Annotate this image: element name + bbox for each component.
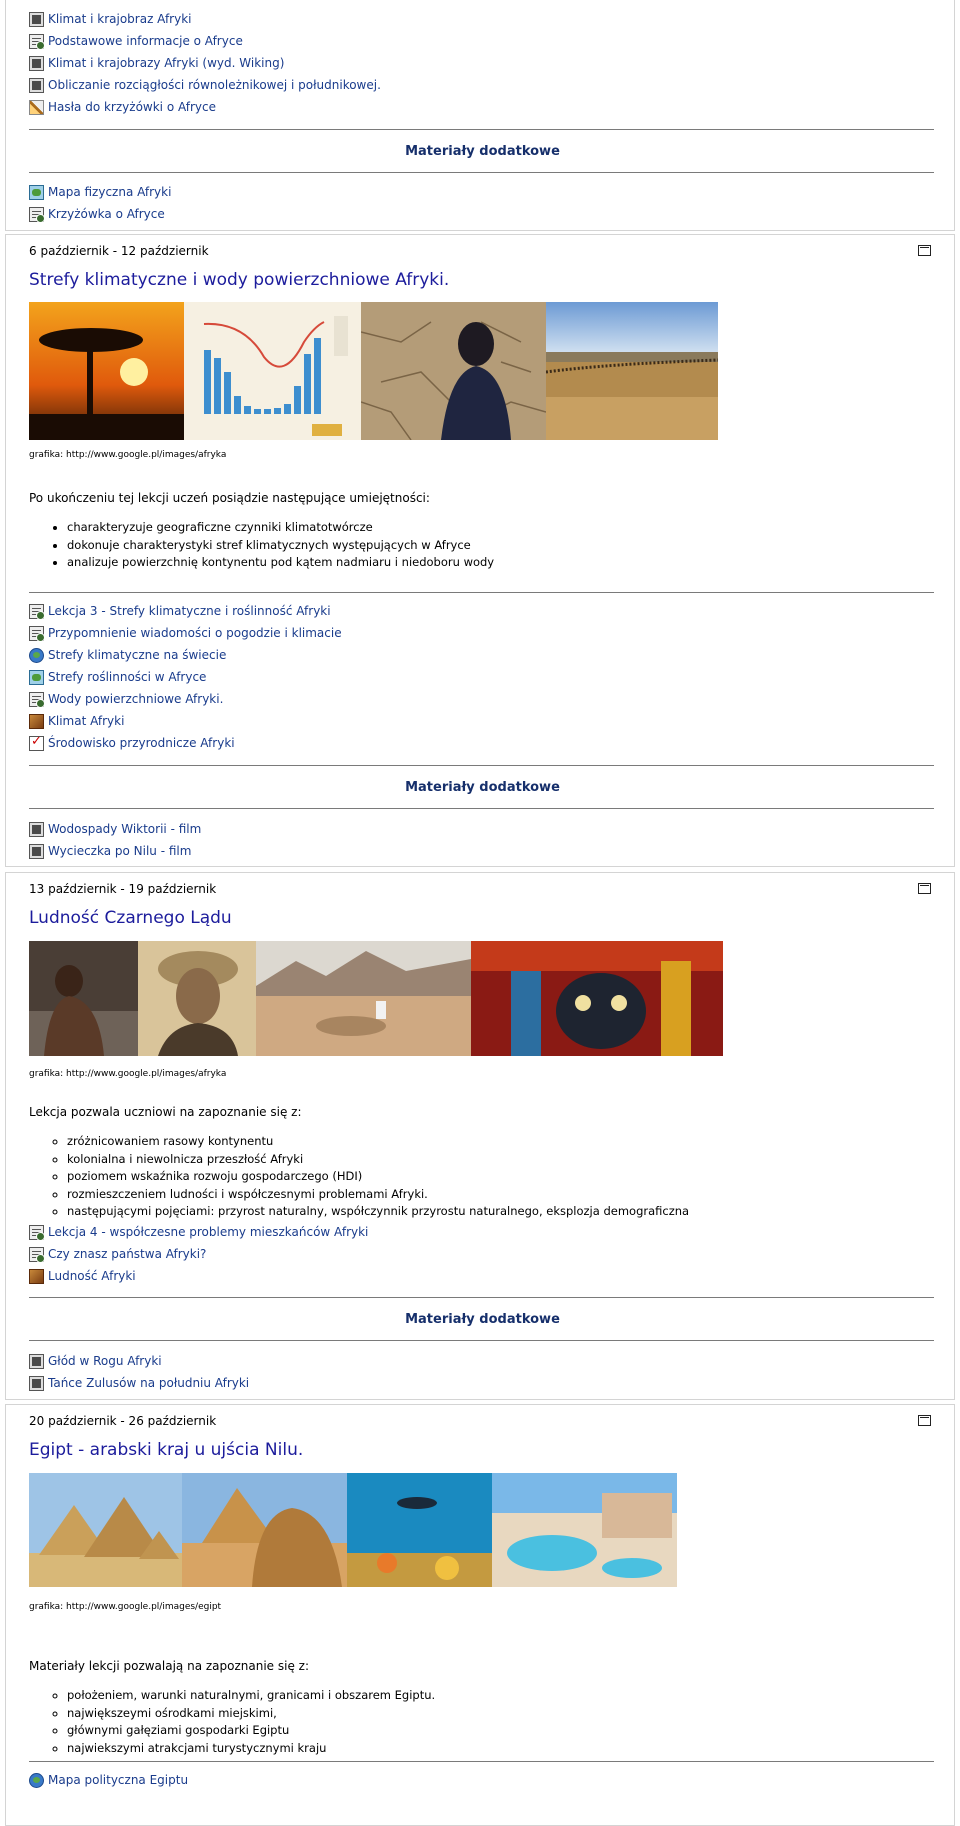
acacia-sunset-photo — [29, 302, 184, 440]
resource-link[interactable] — [29, 1223, 368, 1241]
image-credit: grafika: http://www.google.pl/images/afryka — [29, 1069, 227, 1079]
presentation-icon — [29, 56, 44, 71]
list-item: ◦ najwiekszymi atrakcjami turystycznymi kraju — [67, 1740, 435, 1758]
resource-link-label[interactable]: Przypomnienie wiadomości o pogodzie i klimacie — [48, 626, 342, 640]
list-item: • analizuje powierzchnię kontynentu pod kątem nadmiaru i niedoboru wody — [67, 554, 494, 572]
presentation-icon — [29, 78, 44, 93]
child-photo — [29, 941, 138, 1056]
pencil-icon — [29, 100, 44, 115]
diver-photo — [347, 1473, 492, 1587]
list-item: ◦ położeniem, warunki naturalnymi, granicami i obszarem Egiptu. — [67, 1687, 435, 1705]
topic-section-climate-zones — [5, 234, 955, 867]
resource-link-label[interactable]: Mapa polityczna Egiptu — [48, 1773, 189, 1787]
resource-link-label[interactable]: Środowisko przyrodnicze Afryki — [48, 736, 235, 750]
mask-photo — [471, 941, 723, 1056]
list-item: • dokonuje charakterystyki stref klimatycznych występujących w Afryce — [67, 537, 494, 555]
extras-heading: Materiały dodatkowe — [405, 144, 560, 159]
book-icon — [29, 1269, 44, 1284]
photo-strip — [29, 1473, 677, 1587]
map-icon — [29, 185, 44, 200]
savanna-photo — [546, 302, 718, 440]
resource-link-label[interactable]: Klimat Afryki — [48, 714, 125, 728]
lesson-intro: Materiały lekcji pozwalają na zapoznanie się z: — [29, 1659, 310, 1673]
presentation-icon — [29, 1354, 44, 1369]
resource-link-label[interactable]: Strefy klimatyczne na świecie — [48, 648, 227, 662]
topic-section-egypt — [5, 1404, 955, 1826]
extras-heading: Materiały dodatkowe — [405, 1312, 560, 1327]
resource-link-label[interactable]: Wycieczka po Nilu - film — [48, 844, 192, 858]
resource-link-label[interactable]: Hasła do krzyżówki o Afryce — [48, 100, 216, 114]
photo-strip — [29, 302, 718, 440]
section-title: Egipt - arabski kraj u ujścia Nilu. — [29, 1440, 304, 1460]
resource-link[interactable] — [29, 1267, 136, 1285]
resource-link[interactable] — [29, 734, 235, 752]
topics-list — [29, 1687, 435, 1757]
document-icon — [29, 604, 44, 619]
resource-link[interactable] — [29, 32, 243, 50]
resource-link[interactable] — [29, 1374, 249, 1392]
resource-link-label[interactable]: Podstawowe informacje o Afryce — [48, 34, 243, 48]
divider — [29, 808, 934, 809]
resource-link[interactable] — [29, 183, 171, 201]
show-only-topic-toggle[interactable] — [918, 245, 931, 256]
resource-link-label[interactable]: Czy znasz państwa Afryki? — [48, 1247, 207, 1261]
resource-link[interactable] — [29, 54, 284, 72]
resource-link-label[interactable]: Krzyżówka o Afryce — [48, 207, 165, 221]
resource-link[interactable] — [29, 10, 192, 28]
divider — [29, 1340, 934, 1341]
topic-section-population — [5, 872, 955, 1400]
presentation-icon — [29, 1376, 44, 1391]
resource-link[interactable] — [29, 690, 223, 708]
document-icon — [29, 1225, 44, 1240]
resource-link[interactable] — [29, 1352, 162, 1370]
resource-link-label[interactable]: Ludność Afryki — [48, 1269, 136, 1283]
globe-icon — [29, 1773, 44, 1788]
extras-heading: Materiały dodatkowe — [405, 780, 560, 795]
list-item: ◦ poziomem wskaźnika rozwoju gospodarczego (HDI) — [67, 1168, 689, 1186]
globe-icon — [29, 648, 44, 663]
resource-link[interactable] — [29, 624, 342, 642]
resource-link-label[interactable]: Wody powierzchniowe Afryki. — [48, 692, 224, 706]
document-icon — [29, 1247, 44, 1262]
document-icon — [29, 207, 44, 222]
document-icon — [29, 34, 44, 49]
resource-link[interactable] — [29, 842, 191, 860]
lesson-intro: Po ukończeniu tej lekcji uczeń posiądzie następujące umiejętności: — [29, 491, 430, 505]
list-item: ◦ największeymi ośrodkami miejskimi, — [67, 1705, 435, 1723]
desert-camel-photo — [256, 941, 471, 1056]
presentation-icon — [29, 12, 44, 27]
show-only-topic-toggle[interactable] — [918, 883, 931, 894]
resource-link[interactable] — [29, 76, 381, 94]
document-icon — [29, 626, 44, 641]
child-on-dry-earth-photo — [361, 302, 546, 440]
section-date: 6 październik - 12 październik — [29, 244, 209, 258]
divider — [29, 592, 934, 593]
list-item: • charakteryzuje geograficzne czynniki klimatotwórcze — [67, 519, 494, 537]
presentation-icon — [29, 822, 44, 837]
resource-link-label[interactable]: Lekcja 3 - Strefy klimatyczne i roślinność Afryki — [48, 604, 331, 618]
section-title: Strefy klimatyczne i wody powierzchniowe Afryki. — [29, 270, 450, 290]
image-credit: grafika: http://www.google.pl/images/egipt — [29, 1602, 222, 1612]
resource-link-label[interactable]: Tańce Zulusów na południu Afryki — [48, 1376, 250, 1390]
list-item: ◦ głównymi gałęziami gospodarki Egiptu — [67, 1722, 435, 1740]
lesson-intro: Lekcja pozwala uczniowi na zapoznanie się z: — [29, 1105, 302, 1119]
resource-link[interactable] — [29, 98, 216, 116]
topics-list — [29, 1133, 689, 1221]
list-item: ◦ zróżnicowaniem rasowy kontynentu — [67, 1133, 689, 1151]
resource-link-label[interactable]: Strefy roślinności w Afryce — [48, 670, 207, 684]
resource-link[interactable] — [29, 1245, 206, 1263]
image-credit: grafika: http://www.google.pl/images/afryka — [29, 450, 227, 460]
show-only-topic-toggle[interactable] — [918, 1415, 931, 1426]
list-item: ◦ następującymi pojęciami: przyrost naturalny, współczynnik przyrostu naturalnego, eksplozja demograficzna — [67, 1203, 689, 1221]
divider — [29, 1297, 934, 1298]
resource-link-label[interactable]: Klimat i krajobraz Afryki — [48, 12, 192, 26]
explorer-photo — [138, 941, 256, 1056]
map-icon — [29, 670, 44, 685]
list-item: ◦ kolonialna i niewolnicza przeszłość Afryki — [67, 1151, 689, 1169]
section-title: Ludność Czarnego Lądu — [29, 908, 232, 928]
divider — [29, 172, 934, 173]
skills-list — [29, 519, 494, 572]
resource-link-label[interactable]: Głód w Rogu Afryki — [48, 1354, 162, 1368]
resource-link-label[interactable]: Klimat i krajobrazy Afryki (wyd. Wiking) — [48, 56, 285, 70]
divider — [29, 765, 934, 766]
section-date: 13 październik - 19 październik — [29, 882, 217, 896]
resource-link[interactable] — [29, 820, 201, 838]
resource-link-label[interactable]: Wodospady Wiktorii - film — [48, 822, 202, 836]
resource-link-label[interactable]: Obliczanie rozciągłości równoleżnikowej i południkowej. — [48, 78, 381, 92]
resource-link[interactable] — [29, 205, 165, 223]
resource-link[interactable] — [29, 646, 226, 664]
photo-strip — [29, 941, 723, 1056]
resort-photo — [492, 1473, 677, 1587]
resource-link[interactable] — [29, 1771, 188, 1789]
book-icon — [29, 714, 44, 729]
quiz-checkmark-icon — [29, 736, 44, 751]
resource-link[interactable] — [29, 602, 331, 620]
divider — [29, 1761, 934, 1762]
document-icon — [29, 692, 44, 707]
section-date: 20 październik - 26 październik — [29, 1414, 217, 1428]
sphinx-photo — [182, 1473, 347, 1587]
pyramids-photo — [29, 1473, 182, 1587]
divider — [29, 129, 934, 130]
resource-link-label[interactable]: Mapa fizyczna Afryki — [48, 185, 172, 199]
topic-section-africa-landscape — [5, 0, 955, 231]
resource-link-label[interactable]: Lekcja 4 - współczesne problemy mieszkańców Afryki — [48, 1225, 369, 1239]
resource-link[interactable] — [29, 668, 206, 686]
resource-link[interactable] — [29, 712, 124, 730]
presentation-icon — [29, 844, 44, 859]
climate-diagram-photo — [184, 302, 361, 440]
list-item: ◦ rozmieszczeniem ludności i współczesnymi problemami Afryki. — [67, 1186, 689, 1204]
